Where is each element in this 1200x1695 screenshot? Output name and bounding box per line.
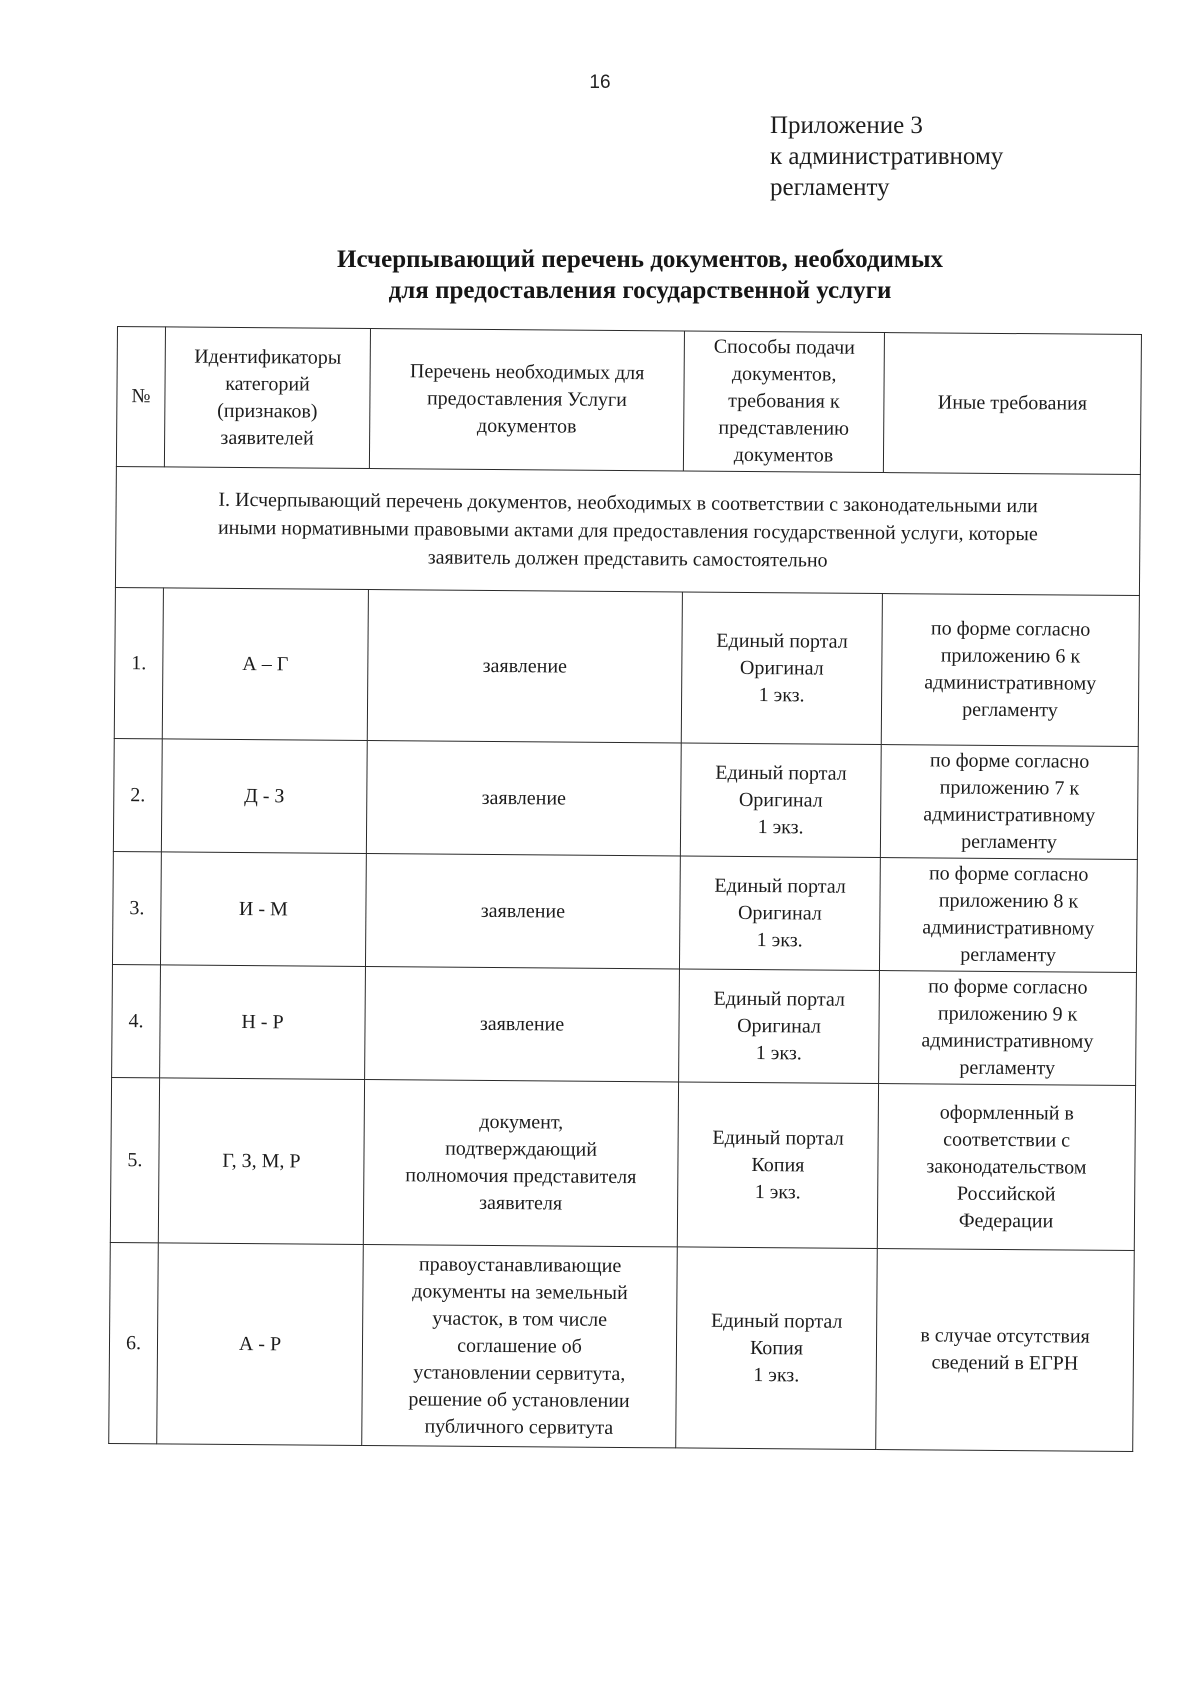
section-heading	[115, 466, 1140, 595]
text-line: I. Исчерпывающий перечень документов, необходимых в соответствии с законодательными или	[218, 488, 1038, 518]
text-line: Идентификаторы	[194, 345, 342, 369]
text-line: соглашение об	[457, 1334, 582, 1358]
text-line: по форме согласно	[930, 617, 1091, 641]
text-line: Перечень необходимых для	[409, 360, 645, 385]
title-line: для предоставления государственной услуги	[388, 277, 892, 304]
text-line: заявитель должен представить самостоятельно	[427, 546, 828, 572]
text-line: Оригинал	[739, 656, 824, 680]
text-line: приложению 6 к	[940, 644, 1081, 668]
text-line: документов	[733, 443, 834, 467]
text-line: регламенту	[959, 1056, 1056, 1080]
text-line: по форме согласно	[929, 749, 1090, 773]
row-number-cell: 3.	[112, 851, 161, 964]
table-header-row	[116, 327, 1141, 475]
appendix-line: регламенту	[770, 174, 890, 201]
table-row	[112, 851, 1137, 972]
row-number-cell: 4.	[112, 964, 161, 1077]
submission-method-cell	[681, 592, 882, 745]
text-line: 1 экз.	[758, 683, 805, 706]
text-line: сведений в ЕГРН	[931, 1351, 1079, 1375]
documents-table-wrapper	[108, 326, 1141, 1452]
text-line: заявление	[481, 786, 567, 810]
documents-cell	[363, 1079, 678, 1246]
text-line: предоставления Услуги	[426, 387, 627, 412]
text-line: (признаков)	[217, 399, 318, 423]
text-line: в случае отсутствия	[920, 1324, 1090, 1348]
table-row	[109, 1242, 1135, 1451]
applicant-category-cell: А – Г	[162, 588, 368, 741]
text-line: Копия	[749, 1336, 804, 1359]
text-line: Оригинал	[737, 1014, 822, 1038]
text-line: административному	[922, 916, 1095, 940]
text-line: оформленный в	[939, 1100, 1075, 1125]
text-line: Оригинал	[737, 901, 822, 925]
text-line: заявителя	[479, 1191, 563, 1215]
submission-method-cell	[679, 856, 880, 971]
page-number: 16	[589, 72, 611, 93]
header-submission-methods	[683, 331, 884, 473]
other-requirements-cell	[879, 971, 1137, 1086]
section-heading-row	[115, 466, 1140, 595]
text-line: Единый портал	[713, 987, 846, 1011]
text-line: приложению 8 к	[938, 889, 1079, 913]
text-line: Федерации	[958, 1209, 1054, 1232]
text-line: административному	[921, 1029, 1094, 1053]
text-line: документов	[476, 414, 577, 438]
documents-table	[108, 326, 1142, 1452]
text-line: заявление	[479, 1012, 565, 1036]
text-line: установлении сервитута,	[413, 1360, 626, 1385]
text-line: представлению	[718, 416, 850, 440]
text-line: регламенту	[961, 830, 1057, 854]
text-line: требования к	[728, 389, 840, 413]
other-requirements-cell	[880, 745, 1138, 860]
text-line: №	[131, 385, 151, 408]
text-line: заявление	[480, 899, 566, 923]
documents-cell	[367, 589, 682, 742]
text-line: участок, в том числе	[432, 1307, 608, 1331]
text-line: регламенту	[960, 943, 1056, 967]
text-line: Единый портал	[712, 1126, 844, 1150]
appendix-line: к административному	[770, 143, 1004, 170]
header-applicant-categories	[164, 327, 370, 469]
text-line: документов,	[731, 362, 837, 386]
applicant-category-cell: А - Р	[157, 1243, 364, 1446]
text-line: Единый портал	[715, 761, 847, 785]
text-line: полномочия представителя	[405, 1164, 637, 1189]
text-line: 1 экз.	[757, 815, 804, 838]
text-line: подтверждающий	[445, 1137, 598, 1161]
table-row	[114, 587, 1139, 746]
text-line: регламенту	[962, 698, 1058, 722]
text-line: административному	[923, 803, 1096, 827]
text-line: Способы подачи	[713, 335, 856, 359]
submission-method-cell	[679, 969, 880, 1084]
applicant-category-cell: Г, З, М, Р	[158, 1078, 364, 1245]
table-row	[113, 738, 1138, 859]
text-line: Единый портал	[714, 874, 846, 898]
row-number-cell: 5.	[110, 1077, 159, 1242]
documents-cell	[365, 966, 680, 1081]
row-number-cell: 1.	[114, 587, 163, 738]
header-required-documents	[369, 328, 684, 470]
text-line: иными нормативными правовыми актами для предоставления государственной услуги, которые	[217, 516, 1038, 546]
row-number-cell: 2.	[113, 738, 162, 851]
submission-method-cell	[677, 1082, 878, 1249]
appendix-reference	[770, 110, 1003, 203]
text-line: Единый портал	[710, 1309, 843, 1333]
title-line: Исчерпывающий перечень документов, необходимых	[337, 246, 943, 273]
table-row	[110, 1077, 1135, 1250]
text-line: заявителей	[220, 426, 314, 450]
text-line: Копия	[751, 1153, 805, 1176]
text-line: соответствии с	[943, 1128, 1071, 1152]
text-line: заявление	[482, 654, 568, 678]
text-line: Иные требования	[937, 391, 1088, 415]
documents-cell	[362, 1244, 678, 1447]
text-line: категорий	[225, 372, 310, 396]
text-line: административному	[924, 671, 1097, 695]
text-line: Российской	[956, 1182, 1056, 1205]
text-line: документ,	[479, 1110, 564, 1134]
text-line: Оригинал	[738, 788, 823, 812]
row-number-cell: 6.	[109, 1242, 159, 1443]
text-line: по форме согласно	[928, 975, 1088, 999]
text-line: документы на земельный	[412, 1279, 628, 1304]
appendix-line: Приложение 3	[770, 112, 923, 139]
submission-method-cell	[676, 1247, 878, 1450]
applicant-category-cell: Д - З	[161, 739, 367, 854]
other-requirements-cell	[877, 1084, 1135, 1251]
text-line: по форме согласно	[928, 862, 1089, 886]
applicant-category-cell: И - М	[160, 852, 366, 967]
text-line: правоустанавливающие	[418, 1252, 622, 1277]
text-line: решение об установлении	[408, 1387, 630, 1412]
header-other-requirements	[883, 333, 1141, 475]
other-requirements-cell	[881, 594, 1139, 747]
applicant-category-cell: Н - Р	[160, 965, 366, 1080]
submission-method-cell	[680, 743, 881, 858]
header-number	[116, 327, 165, 467]
other-requirements-cell	[876, 1248, 1135, 1451]
text-line: Единый портал	[716, 629, 848, 653]
text-line: 1 экз.	[756, 928, 803, 951]
text-line: приложению 7 к	[939, 776, 1080, 800]
text-line: публичного сервитута	[424, 1414, 614, 1439]
text-line: законодательством	[926, 1154, 1087, 1179]
text-line: 1 экз.	[753, 1363, 800, 1386]
documents-cell	[365, 853, 680, 968]
text-line: 1 экз.	[754, 1180, 801, 1203]
table-row	[112, 964, 1137, 1085]
document-title	[240, 244, 1040, 306]
text-line: 1 экз.	[755, 1041, 802, 1064]
text-line: приложению 9 к	[937, 1002, 1078, 1026]
other-requirements-cell	[879, 858, 1137, 973]
documents-cell	[366, 740, 681, 855]
